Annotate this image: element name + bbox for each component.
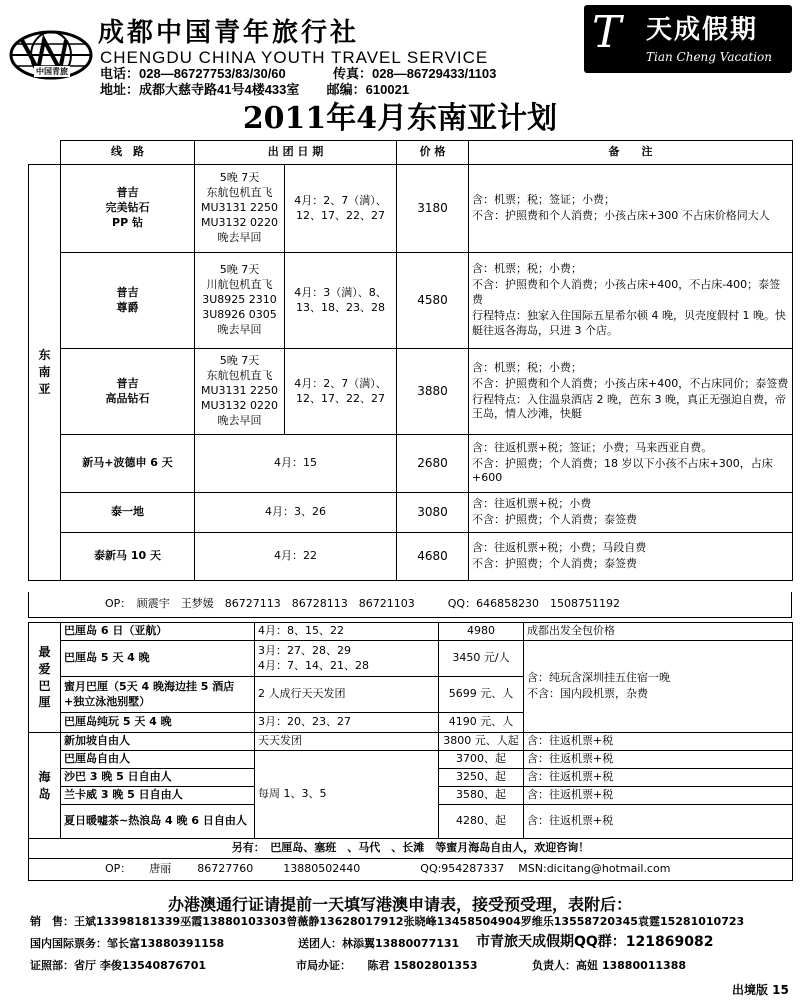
route-name: 普吉 高品钻石: [61, 349, 195, 435]
price: 4980: [439, 623, 524, 641]
flight-info: 5晚 7天 川航包机直飞 3U8925 2310 3U8926 0305 晚去早回: [195, 253, 285, 349]
notes: 成都出发全包价格: [524, 623, 793, 641]
notes: 含：往返机票+税: [524, 751, 793, 769]
other-islands-text: 另有： 巴厘岛、塞班 、马代 、长滩 等蜜月海岛自由人，欢迎咨询！: [29, 839, 793, 859]
col-route: 线 路: [61, 141, 195, 165]
route-name: 巴厘岛 6 日（亚航）: [61, 623, 255, 641]
fax-label: 传真：: [333, 66, 373, 81]
departure-dates: 3月：20、23、27: [255, 713, 439, 733]
postcode-label: 邮编：: [326, 82, 366, 97]
price: 4280、起: [439, 805, 524, 839]
footer-domestic: 国内国际票务：邹长富13880391158: [30, 937, 225, 950]
footer-head: 负责人：高妞 13880011388: [532, 959, 687, 972]
col-dates: 出 团 日 期: [195, 141, 397, 165]
brand-name-en: Tian Cheng Vacation: [646, 50, 772, 64]
route-name: 普吉 尊爵: [61, 253, 195, 349]
price: 2680: [397, 435, 469, 493]
postcode-value: 610021: [365, 82, 410, 97]
route-name: 巴厘岛自由人: [61, 751, 255, 769]
notes: 含：往返机票+税；签证；小费；马来西亚自费。 不含：护照费；个人消费；18 岁以下小孩不占床+300，占床+600: [469, 435, 793, 493]
company-name-en: CHENGDU CHINA YOUTH TRAVEL SERVICE: [100, 48, 489, 67]
table-row: [29, 435, 793, 493]
notes: 含：往返机票+税: [524, 805, 793, 839]
island-op-line: OP： 唐丽 86727760 13880502440 QQ:954287337 MSN:dicitang@hotmail.com: [29, 859, 793, 881]
brand-name-cn: 天成假期: [646, 15, 759, 45]
other-islands-row: [29, 839, 793, 859]
price: 4190 元、人: [439, 713, 524, 733]
table-row: [29, 165, 793, 253]
route-name: 兰卡威 3 晚 5 日自由人: [61, 787, 255, 805]
flight-info: 5晚 7天 东航包机直飞 MU3131 2250 MU3132 0220 晚去早回: [195, 349, 285, 435]
table-row: [29, 641, 793, 677]
footer-qq-group: 市青旅天成假期QQ群：121869082: [476, 934, 714, 950]
departure-dates: 2 人成行天天发团: [255, 677, 439, 713]
route-name: 蜜月巴厘（5天 4 晚海边挂 5 酒店+独立泳池别墅）: [61, 677, 255, 713]
company-name-cn: 成都中国青年旅行社: [98, 18, 360, 48]
route-name: 普吉 完美钻石 PP 钻: [61, 165, 195, 253]
departure-dates: 4月：2、7（满）、12、17、22、27: [285, 165, 397, 253]
footer-cert: 证照部：省厅 李俊13540876701: [30, 959, 207, 972]
table-row: [29, 533, 793, 581]
price: 4580: [397, 253, 469, 349]
route-name: 新马+波德申 6 天: [61, 435, 195, 493]
logo-caption: 中国青旅: [36, 67, 68, 76]
notes: 含：机票；税；签证；小费； 不含：护照费和个人消费；小孩占床+300 不占床价格同大人: [469, 165, 793, 253]
phone-label: 电话：: [100, 66, 140, 81]
island-op-row: [29, 859, 793, 881]
price: 3580、起: [439, 787, 524, 805]
notes: 含：往返机票+税: [524, 769, 793, 787]
table-row: [29, 623, 793, 641]
price: 3800 元、人起: [439, 733, 524, 751]
southeast-asia-table: [28, 140, 793, 581]
section-label-sea: 东南亚: [29, 165, 61, 581]
section-label-islands: 海岛: [29, 733, 61, 839]
departure-dates: 4月：22: [195, 533, 397, 581]
phone-value: 028—86727753/83/30/60: [139, 66, 286, 81]
footer-bureau: 市局办证： 陈君 15802801353: [296, 959, 478, 972]
route-name: 泰一地: [61, 493, 195, 533]
col-price: 价 格: [397, 141, 469, 165]
price: 3450 元/人: [439, 641, 524, 677]
col-notes: 备 注: [469, 141, 793, 165]
page-title: 2011年4月东南亚计划: [242, 101, 558, 136]
price: 5699 元、人: [439, 677, 524, 713]
departure-dates: 天天发团: [255, 733, 439, 751]
address-label: 地址：: [100, 82, 140, 97]
price: 3080: [397, 493, 469, 533]
page-number: 出境版 15: [732, 983, 789, 997]
table-row: [29, 253, 793, 349]
table-row: [29, 751, 793, 769]
notes: 含：往返机票+税: [524, 733, 793, 751]
departure-dates: 4月：3、26: [195, 493, 397, 533]
departure-dates: 4月：2、7（满）、12、17、22、27: [285, 349, 397, 435]
route-name: 沙巴 3 晚 5 日自由人: [61, 769, 255, 787]
route-name: 泰新马 10 天: [61, 533, 195, 581]
table-row: [29, 493, 793, 533]
contact-line-1: [100, 67, 496, 80]
sea-op-line: OP： 顾震宇 王梦媛 86727113 86728113 86721103 QQ：646858230 1508751192: [28, 592, 792, 618]
footer-notice: 办港澳通行证请提前一天填写港澳申请表，接受预受理，表附后：: [167, 895, 632, 914]
notes: 含：往返机票+税: [524, 787, 793, 805]
contact-line-2: [100, 83, 409, 96]
notes: 含：往返机票+税；小费 不含：护照费；个人消费；泰签费: [469, 493, 793, 533]
notes: 含：机票；税；小费； 不含：护照费和个人消费；小孩占床+400，不占床-400；泰签费 行程特点：独家入住国际五星希尔顿 4 晚，贝壳度假村 1 晚。快艇往返各海岛，只进 3 个店。: [469, 253, 793, 349]
notes: 含：往返机票+税；小费；马段自费 不含：护照费；个人消费；泰签费: [469, 533, 793, 581]
section-label-bali: 最爱巴厘: [29, 623, 61, 733]
price: 3880: [397, 349, 469, 435]
route-name: 巴厘岛 5 天 4 晚: [61, 641, 255, 677]
route-name: 新加坡自由人: [61, 733, 255, 751]
fax-value: 028—86729433/1103: [372, 66, 497, 81]
address-value: 成都大慈寺路41号4楼433室: [139, 82, 300, 97]
bali-islands-table: [28, 622, 793, 881]
price: 4680: [397, 533, 469, 581]
notes: 含：机票；税；小费； 不含：护照费和个人消费；小孩占床+400，不占床同价；泰签费 行程特点：入住温泉酒店 2 晚，芭东 3 晚，真正无强迫自费，帝王岛，情人沙滩，快艇: [469, 349, 793, 435]
brand-box: [584, 5, 792, 73]
departure-dates: 3月：27、28、29 4月：7、14、21、28: [255, 641, 439, 677]
bali-group-notes: 含：纯玩含深圳挂五住宿一晚 不含：国内段机票，杂费: [524, 641, 793, 733]
company-logo: [8, 30, 94, 80]
departure-dates: 4月：8、15、22: [255, 623, 439, 641]
brand-mark-icon: T: [592, 7, 622, 58]
footer-send: 送团人：林添翼13880077131: [298, 937, 460, 950]
price: 3180: [397, 165, 469, 253]
route-name: 夏日暖嘘茶~热浪岛 4 晚 6 日自由人: [61, 805, 255, 839]
flight-info: 5晚 7天 东航包机直飞 MU3131 2250 MU3132 0220 晚去早回: [195, 165, 285, 253]
table-row: [29, 349, 793, 435]
departure-dates: 每周 1、3、5: [255, 751, 439, 839]
departure-dates: 4月：15: [195, 435, 397, 493]
route-name: 巴厘岛纯玩 5 天 4 晚: [61, 713, 255, 733]
footer-sales: 销 售：王斌13398181339巫霞13880103303曾薇静13628017912张晓峰13458504904罗维乐13558720345袁霆15281010723: [30, 915, 745, 928]
price: 3250、起: [439, 769, 524, 787]
price: 3700、起: [439, 751, 524, 769]
table-header-row: [29, 141, 793, 165]
table-row: [29, 733, 793, 751]
departure-dates: 4月：3（满）、8、13、18、23、28: [285, 253, 397, 349]
